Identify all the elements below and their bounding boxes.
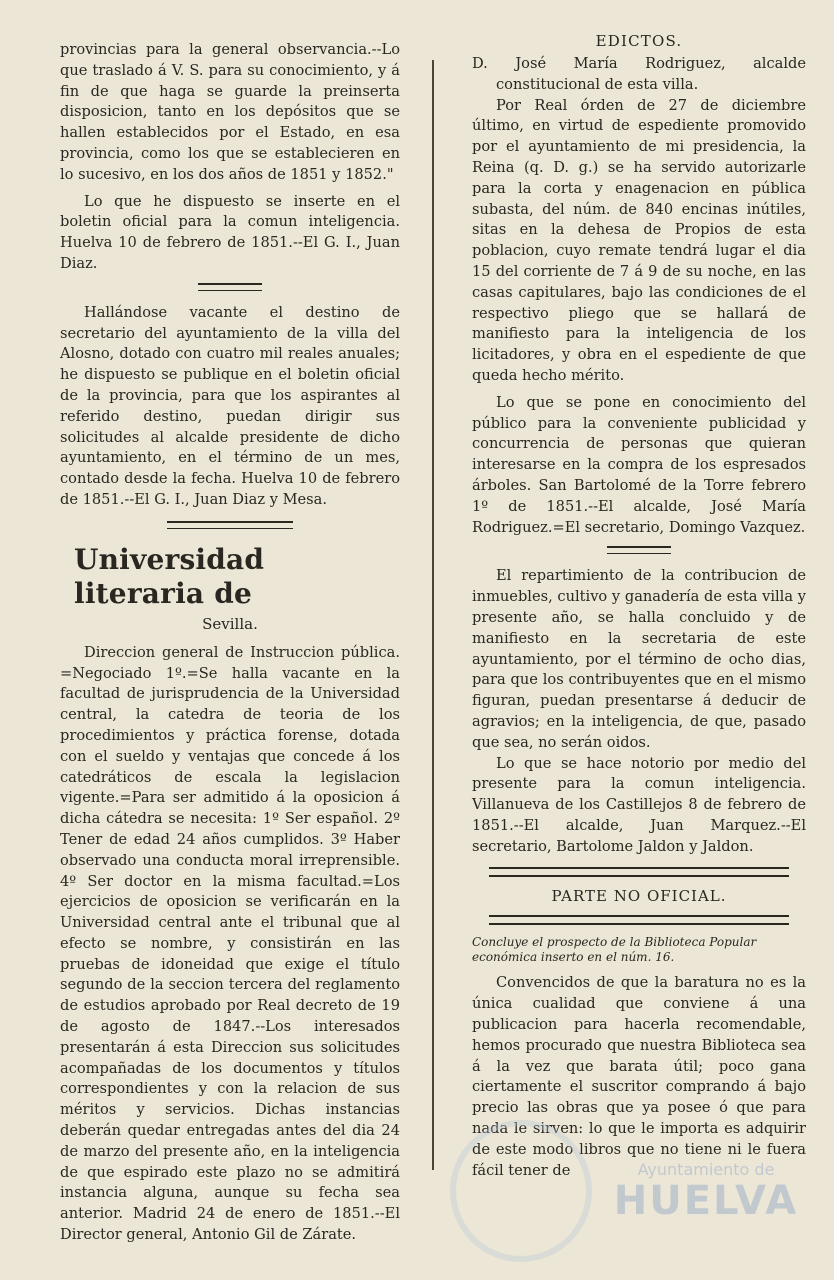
watermark-line-2: HUELVA — [613, 1178, 799, 1224]
watermark — [596, 1160, 816, 1223]
left-paragraph-4: Direccion general de Instruccion pública. =Negociado 1º.=Se halla vacante en la facultad de jurisprudencia de la Universidad central, la catedra de teoria de los procedimientos y práctica forense, dotada con el sueldo y ventajas que concede á los catedráticos de escala la legislacion vigente.=Para ser admitido á la oposicion á dicha cátedra se necesita: 1º Ser español. 2º Tener de edad 24 años cumplidos. 3º Haber observado una conducta moral irreprensible. 4º Ser doctor en la misma facultad.=Los ejercicios de oposicion se verificarán en la Universidad central ante el tribunal que al efecto se nombre, y consistirán en las pruebas de idoneidad que exige el título segundo de la seccion tercera del reglamento de estudios aprobado por Real decreto de 19 de agosto de 1847.--Los interesados presentarán á esta Direccion sus solicitudes acompañadas de los documentos y títulos correspondientes y con la relacion de sus méritos y servicios. Dichas instancias deberán quedar entregadas antes del dia 24 de marzo del presente año, en la inteligencia de que espirado este plazo no se admitirá instancia alguna, aunque su fecha sea anterior. Madrid 24 de enero de 1851.--El Director general, Antonio Gil de Zárate. — [60, 643, 400, 1244]
right-paragraph-5: Lo que se hace notorio por medio del presente para la comun inteligencia. Villanueva de los Castillejos 8 de febrero de 1851.--El alcalde, Juan Marquez.--El secretario, Bartolome Jaldon y Jaldon. — [472, 754, 806, 855]
right-paragraph-4: El repartimiento de la contribucion de inmuebles, cultivo y ganadería de esta villa y presente año, se halla concluido y de manifiesto en la secretaria de este ayuntamiento, por el término de ocho dias, para que los contribuyentes que en el mismo figuran, puedan presentarse á deducir de agravios; en la inteligencia, de que, pasado que sea, no serán oidos. — [472, 567, 806, 751]
left-paragraph-3: Hallándose vacante el destino de secretario del ayuntamiento de la villa del Alosno, dotado con cuatro mil reales anuales; he dispuesto se publique en el boletin oficial de la provincia, para que los aspirantes al referido destino, puedan dirigir sus solicitudes al alcalde presidente de dicho ayuntamiento, en el término de un mes, contado desde la fecha. Huelva 10 de febrero de 1851.--El G. I., Juan Diaz y Mesa. — [60, 303, 400, 508]
left-paragraph-1: provincias para la general observancia.--Lo que traslado á V. S. para su conocimiento, y á fin de que haga se guarde la preinserta disposicion, tanto en los depósitos que se hallen establecidos por el Estado, en esa provincia, como los que se establecieren en lo sucesivo, en los dos años de 1851 y 1852." — [60, 41, 400, 183]
running-head: EDICTOS. — [595, 32, 683, 50]
right-paragraph-2: Por Real órden de 27 de diciembre último, en virtud de espediente promovido por el ayuntamiento de mi presidencia, la Reina (q. D. g.) se ha servido autorizarle para la corta y enagenacion en pública subasta, del núm. de 840 encinas inútiles, sitas en la dehesa de Propios de esta poblacion, cuyo remate tendrá lugar el dia 15 del corriente de 7 á 9 de su noche, en las casas capitulares, bajo las condiciones de el respectivo pliego que se hallará de manifiesto para la inteligencia de los licitadores, y obra en el espediente de que queda hecho mérito. — [472, 96, 806, 384]
watermark-line-1: Ayuntamiento de — [637, 1160, 775, 1179]
ornament-rule — [167, 521, 293, 529]
ornament-rule — [198, 283, 262, 291]
university-city: Sevilla. — [202, 614, 258, 633]
right-paragraph-6: Convencidos de que la baratura no es la única cualidad que conviene á una publicacion para hacerla recomendable, hemos procurado que nuestra Biblioteca sea á la vez que barata útil; poco gana ciertamente el suscritor comprando á bajo precio las obras que ya posee ó que para nada le sirven: lo que le importa es adquirir de este modo libros que no tiene ni le fuera fácil tener de — [472, 974, 806, 1179]
caption: Concluye el prospecto de la Biblioteca Popular económica inserto en el núm. 16. — [472, 935, 757, 965]
university-heading: Universidad literaria de — [74, 542, 265, 610]
right-column — [472, 32, 806, 1181]
watermark-emblem — [450, 1120, 592, 1262]
section-heading: PARTE NO OFICIAL. — [551, 887, 727, 906]
ornament-rule — [607, 546, 671, 554]
left-column — [60, 40, 400, 1246]
column-divider — [432, 60, 434, 1170]
left-paragraph-2: Lo que he dispuesto se inserte en el boletin oficial para la comun inteligencia. Huelva 10 de febrero de 1851.--El G. I., Juan Diaz. — [60, 192, 400, 272]
section-rule — [489, 915, 789, 925]
right-paragraph-1: D. José María Rodriguez, alcalde constitucional de esta villa. — [472, 55, 806, 93]
section-rule — [489, 867, 789, 877]
right-paragraph-3: Lo que se pone en conocimiento del público para la conveniente publicidad y concurrencia de personas que quieran interesarse en la compra de los espresados árboles. San Bartolomé de la Torre febrero 1º de 1851.--El alcalde, José María Rodriguez.=El secretario, Domingo Vazquez. — [472, 393, 806, 536]
